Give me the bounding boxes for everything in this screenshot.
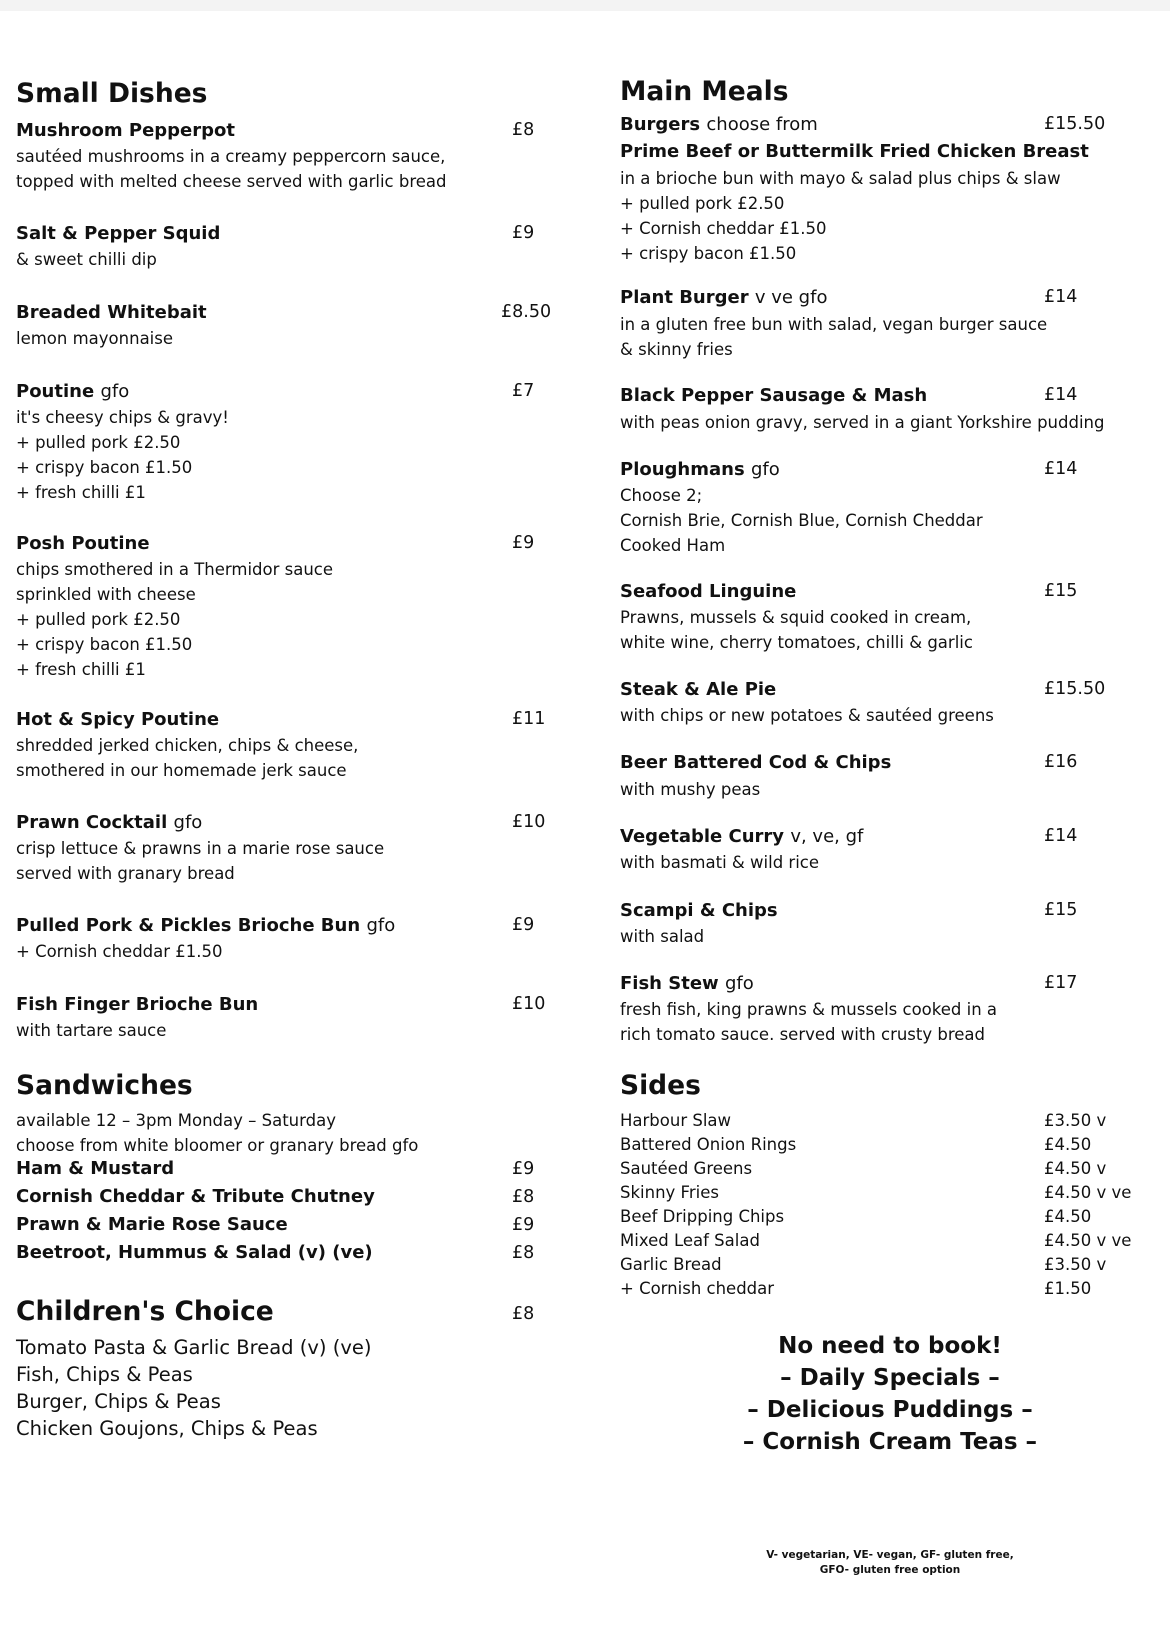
item-name: Breaded Whitebait bbox=[16, 302, 207, 323]
side-item: Harbour Slaw bbox=[620, 1111, 732, 1130]
dietary-tag: gfo bbox=[366, 915, 396, 936]
item-price: £15.50 bbox=[1044, 114, 1106, 134]
item-price: £9 bbox=[512, 915, 535, 935]
dietary-tag: gfo bbox=[100, 381, 130, 402]
main-meals-heading: Main Meals bbox=[620, 76, 789, 107]
item-description: with peas onion gravy, served in a giant Yorkshire pudding bbox=[620, 413, 1105, 432]
item-description: lemon mayonnaise bbox=[16, 329, 174, 348]
item-price: £11 bbox=[512, 709, 546, 729]
childrens-item: Chicken Goujons, Chips & Peas bbox=[16, 1417, 318, 1440]
item-price: £15 bbox=[1044, 900, 1078, 920]
item-price: £7 bbox=[512, 381, 535, 401]
promo-cream-teas: – Cornish Cream Teas – bbox=[742, 1429, 1038, 1455]
sandwich-price: £9 bbox=[512, 1215, 535, 1235]
item-subtitle: Prime Beef or Buttermilk Fried Chicken Breast bbox=[620, 141, 1089, 162]
dietary-tag: v, ve, gf bbox=[790, 826, 864, 847]
childrens-item: Fish, Chips & Peas bbox=[16, 1363, 193, 1386]
sandwich-item: Prawn & Marie Rose Sauce bbox=[16, 1214, 288, 1235]
item-description: with chips or new potatoes & sautéed greens bbox=[620, 706, 994, 725]
sides-heading: Sides bbox=[620, 1070, 701, 1101]
item-price: £9 bbox=[512, 533, 535, 553]
side-price: £4.50 v ve bbox=[1044, 1183, 1132, 1202]
item-price: £14 bbox=[1044, 826, 1078, 846]
childrens-item: Tomato Pasta & Garlic Bread (v) (ve) bbox=[16, 1336, 372, 1359]
item-description: sautéed mushrooms in a creamy peppercorn sauce, topped with melted cheese served with garlic bread bbox=[16, 147, 447, 191]
side-price: £3.50 v bbox=[1044, 1111, 1107, 1130]
childrens-item: Burger, Chips & Peas bbox=[16, 1390, 221, 1413]
item-description: with salad bbox=[620, 927, 705, 946]
item-price: £14 bbox=[1044, 287, 1078, 307]
side-item: + Cornish cheddar bbox=[620, 1279, 775, 1298]
top-bar bbox=[0, 0, 1170, 11]
item-name: Steak & Ale Pie bbox=[620, 679, 777, 700]
side-price: £1.50 bbox=[1044, 1279, 1092, 1298]
item-price: £17 bbox=[1044, 973, 1078, 993]
side-price: £4.50 v bbox=[1044, 1159, 1107, 1178]
item-name: Hot & Spicy Poutine bbox=[16, 709, 220, 730]
item-price: £15.50 bbox=[1044, 679, 1106, 699]
childrens-price: £8 bbox=[512, 1304, 535, 1324]
item-name: Salt & Pepper Squid bbox=[16, 223, 221, 244]
item-price: £16 bbox=[1044, 752, 1078, 772]
item-description: & sweet chilli dip bbox=[16, 250, 157, 269]
sandwich-price: £9 bbox=[512, 1159, 535, 1179]
item-description: in a brioche bun with mayo & salad plus chips & slaw + pulled pork £2.50 + Cornish cheddar £1.50 + crispy bacon £1.50 bbox=[620, 169, 1061, 263]
item-price: £10 bbox=[512, 812, 546, 832]
side-item: Battered Onion Rings bbox=[620, 1135, 797, 1154]
promo-no-booking: No need to book! bbox=[778, 1333, 1002, 1359]
dietary-tag: gfo bbox=[724, 973, 754, 994]
item-description: with mushy peas bbox=[620, 780, 761, 799]
item-name: Posh Poutine bbox=[16, 533, 150, 554]
item-description: + Cornish cheddar £1.50 bbox=[16, 942, 223, 961]
item-price: £14 bbox=[1044, 385, 1078, 405]
side-item: Sautéed Greens bbox=[620, 1159, 753, 1178]
dietary-tag: v ve gfo bbox=[754, 287, 828, 308]
side-item: Skinny Fries bbox=[620, 1183, 719, 1202]
promo-puddings: – Delicious Puddings – bbox=[747, 1397, 1033, 1423]
item-price: £8 bbox=[512, 120, 535, 140]
item-description: it's cheesy chips & gravy! + pulled pork £2.50 + crispy bacon £1.50 + fresh chilli £1 bbox=[16, 408, 229, 502]
item-name: Ploughmans gfo bbox=[620, 459, 780, 480]
side-item: Garlic Bread bbox=[620, 1255, 722, 1274]
item-name: Pulled Pork & Pickles Brioche Bun gfo bbox=[16, 915, 396, 936]
side-item: Beef Dripping Chips bbox=[620, 1207, 785, 1226]
sandwich-item: Beetroot, Hummus & Salad (v) (ve) bbox=[16, 1242, 373, 1263]
item-description: Prawns, mussels & squid cooked in cream, white wine, cherry tomatoes, chilli & garlic bbox=[620, 608, 973, 652]
dietary-legend: V- vegetarian, VE- vegan, GF- gluten free, GFO- gluten free option bbox=[766, 1549, 1014, 1576]
side-price: £3.50 v bbox=[1044, 1255, 1107, 1274]
item-description: chips smothered in a Thermidor sauce sprinkled with cheese + pulled pork £2.50 + crispy bacon £1.50 + fresh chilli £1 bbox=[16, 560, 334, 679]
item-name: Burgers choose from bbox=[620, 114, 818, 135]
item-price: £8.50 bbox=[501, 302, 552, 322]
sandwich-item: Cornish Cheddar & Tribute Chutney bbox=[16, 1186, 375, 1207]
dietary-tag: gfo bbox=[750, 459, 780, 480]
sandwich-price: £8 bbox=[512, 1187, 535, 1207]
side-price: £4.50 bbox=[1044, 1207, 1092, 1226]
item-name: Prawn Cocktail gfo bbox=[16, 812, 203, 833]
sandwiches-intro: available 12 – 3pm Monday – Saturday choose from white bloomer or granary bread gfo bbox=[16, 1111, 419, 1155]
sandwich-item: Ham & Mustard bbox=[16, 1158, 175, 1179]
sandwiches-heading: Sandwiches bbox=[16, 1070, 193, 1101]
promo-daily-specials: – Daily Specials – bbox=[780, 1365, 1000, 1391]
side-item: Mixed Leaf Salad bbox=[620, 1231, 760, 1250]
item-price: £14 bbox=[1044, 459, 1078, 479]
item-name: Mushroom Pepperpot bbox=[16, 120, 235, 141]
item-description: with tartare sauce bbox=[16, 1021, 167, 1040]
item-name: Beer Battered Cod & Chips bbox=[620, 752, 892, 773]
item-name: Fish Finger Brioche Bun bbox=[16, 994, 259, 1015]
small-dishes-heading: Small Dishes bbox=[16, 78, 208, 109]
childrens-heading: Children's Choice bbox=[16, 1296, 274, 1327]
item-name: Scampi & Chips bbox=[620, 900, 778, 921]
item-description: crisp lettuce & prawns in a marie rose sauce served with granary bread bbox=[16, 839, 385, 883]
item-name: Vegetable Curry v, ve, gf bbox=[620, 826, 864, 847]
item-description: Choose 2; Cornish Brie, Cornish Blue, Cornish Cheddar Cooked Ham bbox=[620, 486, 983, 555]
item-description: shredded jerked chicken, chips & cheese, smothered in our homemade jerk sauce bbox=[16, 736, 359, 780]
side-price: £4.50 bbox=[1044, 1135, 1092, 1154]
dietary-tag: gfo bbox=[173, 812, 203, 833]
side-price: £4.50 v ve bbox=[1044, 1231, 1132, 1250]
item-name: Poutine gfo bbox=[16, 381, 130, 402]
item-price: £10 bbox=[512, 994, 546, 1014]
item-name: Black Pepper Sausage & Mash bbox=[620, 385, 928, 406]
item-price: £15 bbox=[1044, 581, 1078, 601]
item-description: with basmati & wild rice bbox=[620, 853, 819, 872]
item-name: Fish Stew gfo bbox=[620, 973, 754, 994]
item-name: Seafood Linguine bbox=[620, 581, 797, 602]
item-description: in a gluten free bun with salad, vegan burger sauce & skinny fries bbox=[620, 315, 1048, 359]
item-description: fresh fish, king prawns & mussels cooked in a rich tomato sauce. served with crusty bread bbox=[620, 1000, 998, 1044]
sandwich-price: £8 bbox=[512, 1243, 535, 1263]
item-price: £9 bbox=[512, 223, 535, 243]
item-name: Plant Burger v ve gfo bbox=[620, 287, 828, 308]
